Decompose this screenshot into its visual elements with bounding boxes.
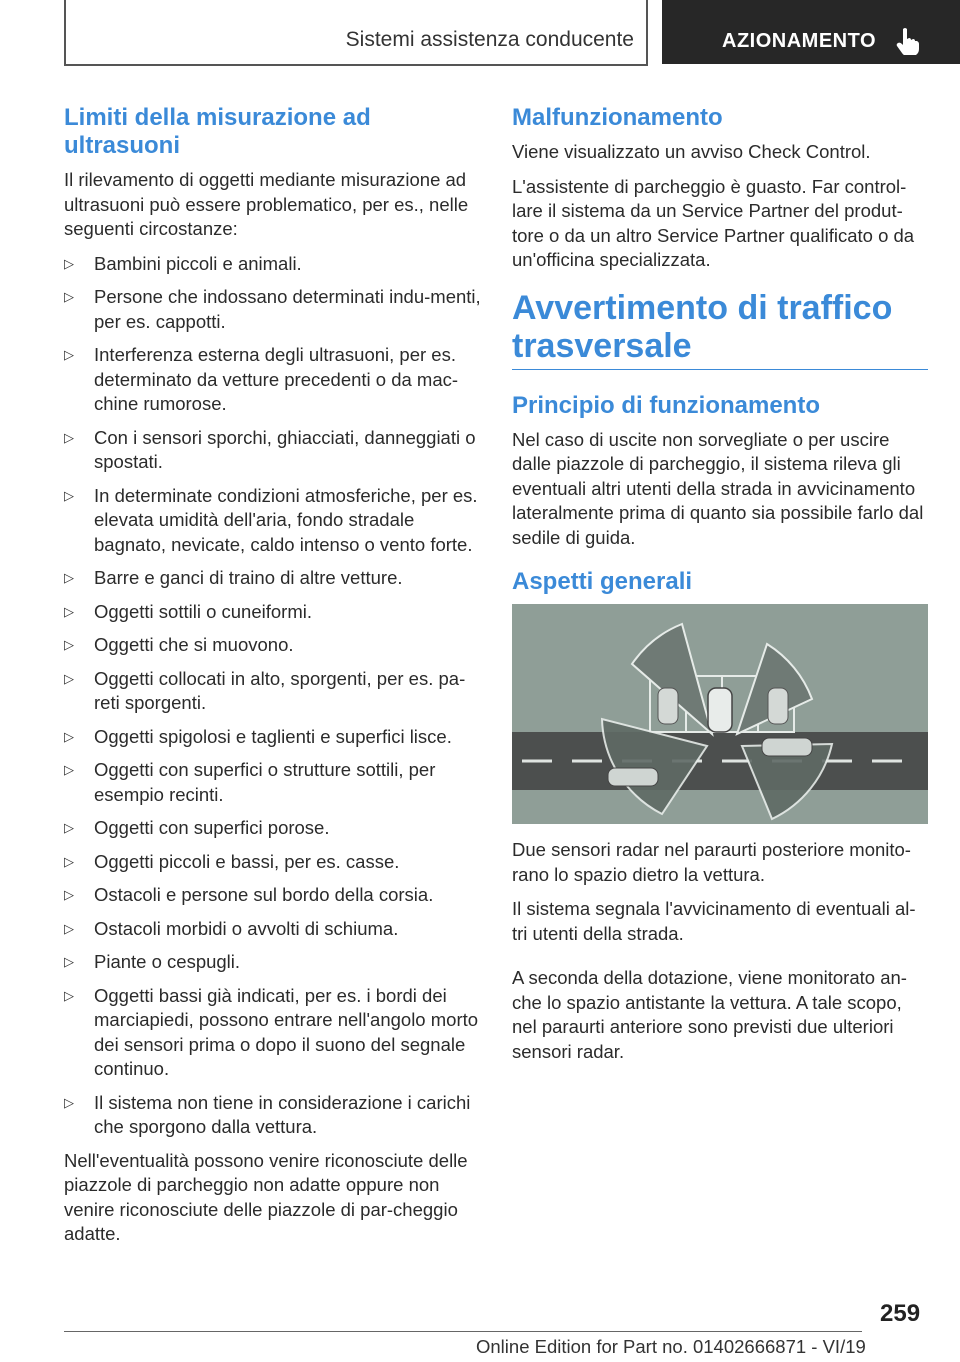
bullet-triangle-icon: ▷ <box>64 487 74 503</box>
bullet-triangle-icon: ▷ <box>64 570 74 585</box>
bullet-triangle-icon: ▷ <box>64 1094 74 1110</box>
list-item-text: Oggetti con superfici porose. <box>94 817 330 838</box>
ultrasound-limits-heading: Limiti della misurazione ad ultrasuoni <box>64 104 371 159</box>
list-item <box>64 633 482 658</box>
ultrasound-outro: Nell'eventualità possono venire riconosciute delle piazzole di parcheggio non adatte oppure non venire riconosciute delle piazzole di par-cheggio adatte. <box>64 1149 468 1244</box>
principle-text: Nel caso di uscite non sorvegliate o per uscire dalle piazzole di parcheggio, il sistema rileva gli eventuali altri utenti della strada in avvicinamento lateralmente prima di quanto sia possibile farlo dal sedile di guida. <box>512 428 924 548</box>
cross-traffic-illustration <box>512 604 928 824</box>
list-item-text: Ostacoli e persone sul bordo della corsia. <box>94 884 434 905</box>
list-item <box>64 667 482 716</box>
list-item <box>64 816 482 841</box>
bullet-triangle-icon: ▷ <box>64 637 74 652</box>
list-item <box>64 1091 482 1140</box>
list-item-text: Oggetti collocati in alto, sporgenti, per es. pa-reti sporgenti. <box>94 667 466 713</box>
list-item-text: Oggetti spigolosi e taglienti e superfici lisce. <box>94 725 452 747</box>
section-title-wrap <box>512 289 928 370</box>
list-item <box>64 285 482 334</box>
list-item <box>64 725 482 750</box>
bullet-triangle-icon: ▷ <box>64 820 74 835</box>
hand-pointer-icon <box>894 27 920 55</box>
list-item-text: Ostacoli morbidi o avvolti di schiuma. <box>94 917 399 939</box>
left-column <box>64 104 482 1257</box>
general-heading: Aspetti generali <box>512 568 693 595</box>
list-item <box>64 917 482 942</box>
list-item-text: In determinate condizioni atmosferiche, per es. elevata umidità dell'aria, fondo stradale bagnato, nevicate, caldo intenso o vento forte. <box>94 484 478 555</box>
list-item-text: Oggetti che si muovono. <box>94 634 294 655</box>
list-item-text: Oggetti bassi già indicati, per es. i bordi dei marciapiedi, possono entrare nell'angolo morto dei sensori prima o dopo il suono del segnale continuo. <box>94 984 479 1079</box>
malfunction-heading: Malfunzionamento <box>512 104 723 131</box>
list-item <box>64 984 482 1082</box>
bullet-triangle-icon: ▷ <box>64 670 74 686</box>
list-item-text: Oggetti piccoli e bassi, per es. casse. <box>94 850 400 872</box>
ultrasound-limits-list <box>64 252 482 1140</box>
footer-rule <box>64 1331 862 1332</box>
list-item-text: Il sistema non tiene in considerazione i carichi che sporgono dalla vettura. <box>94 1091 471 1137</box>
header-rule <box>64 64 648 66</box>
bullet-triangle-icon: ▷ <box>64 920 74 936</box>
header-section-title: Sistemi assistenza conducente <box>345 28 634 51</box>
list-item <box>64 566 482 591</box>
header-section-box <box>64 0 648 64</box>
header-chapter-title: AZIONAMENTO <box>722 30 877 52</box>
bullet-triangle-icon: ▷ <box>64 887 74 902</box>
list-item <box>64 758 482 807</box>
footer-edition: Online Edition for Part no. 01402666871 - VI/19 <box>476 1336 866 1357</box>
bullet-triangle-icon: ▷ <box>64 728 74 744</box>
list-item <box>64 950 482 975</box>
bullet-triangle-icon: ▷ <box>64 429 74 445</box>
right-column <box>512 104 928 1074</box>
principle-heading: Principio di funzionamento <box>512 391 820 419</box>
list-item <box>64 426 482 475</box>
bullet-triangle-icon: ▷ <box>64 987 74 1003</box>
general-text-rear: Due sensori radar nel paraurti posteriore monito-rano lo spazio dietro la vettura. <box>512 839 911 885</box>
list-item <box>64 252 482 277</box>
cross-traffic-title: Avvertimento di traffico trasversale <box>512 288 893 365</box>
bullet-triangle-icon: ▷ <box>64 762 74 777</box>
malfunction-check-control: Viene visualizzato un avviso Check Control. <box>512 141 871 162</box>
general-text-warning: Il sistema segnala l'avvicinamento di eventuali al-tri utenti della strada. <box>512 898 916 944</box>
list-item <box>64 850 482 875</box>
bullet-triangle-icon: ▷ <box>64 853 74 869</box>
bullet-triangle-icon: ▷ <box>64 289 74 304</box>
list-item-text: Bambini piccoli e animali. <box>94 252 302 274</box>
list-item <box>64 484 482 558</box>
bullet-triangle-icon: ▷ <box>64 603 74 619</box>
list-item-text: Interferenza esterna degli ultrasuoni, per es. determinato da vetture precedenti o da mac-chine rumorose. <box>94 344 459 414</box>
bullet-triangle-icon: ▷ <box>64 255 74 271</box>
page-number: 259 <box>880 1300 921 1327</box>
list-item-text: Persone che indossano determinati indu-menti, per es. cappotti. <box>94 286 481 332</box>
bullet-triangle-icon: ▷ <box>64 954 74 969</box>
list-item <box>64 343 482 417</box>
list-item-text: Oggetti con superfici o strutture sottili, per esempio recinti. <box>94 759 436 805</box>
malfunction-text: L'assistente di parcheggio è guasto. Far control-lare il sistema da un Service Partner del produt-tore o da un altro Service Partner qualificato o da un'officina specializzata. <box>512 175 915 270</box>
list-item-text: Piante o cespugli. <box>94 951 241 972</box>
list-item <box>64 883 482 908</box>
general-text-front: A seconda della dotazione, viene monitorato an-che lo spazio antistante la vettura. A tale scopo, nel paraurti anteriore sono previsti due ulteriori sensori radar. <box>512 967 907 1062</box>
list-item-text: Oggetti sottili o cuneiformi. <box>94 600 312 622</box>
list-item-text: Barre e ganci di traino di altre vetture. <box>94 567 403 588</box>
list-item <box>64 600 482 625</box>
list-item-text: Con i sensori sporchi, ghiacciati, danneggiati o spostati. <box>94 426 476 472</box>
bullet-triangle-icon: ▷ <box>64 347 74 362</box>
ultrasound-intro: Il rilevamento di oggetti mediante misurazione ad ultrasuoni può essere problematico, per es., nelle seguenti circostanze: <box>64 169 469 239</box>
